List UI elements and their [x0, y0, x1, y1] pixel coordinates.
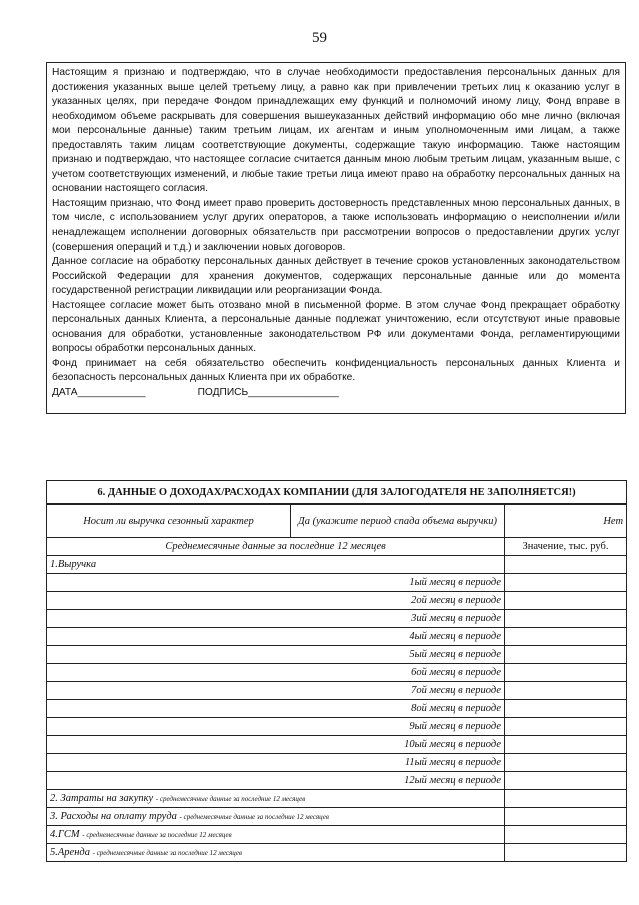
month-label: 5ый месяц в периоде — [47, 646, 505, 664]
month-value-cell[interactable] — [505, 718, 627, 736]
expense-value-cell[interactable] — [505, 808, 627, 826]
expense-note: - среднемесячные данные за последние 12 месяцев — [92, 849, 243, 857]
month-value-cell[interactable] — [505, 664, 627, 682]
month-label: 9ый месяц в периоде — [47, 718, 505, 736]
expense-label: 5.Аренда — [50, 847, 90, 858]
consent-paragraph: Настоящим я признаю и подтверждаю, что в случае необходимости предоставления персональных данных для достижения указанных выше целей третьему лицу, а равно как при привлечении третьих лиц к оказанию услуг в указанных целях, при передаче Фондом принадлежащих ему функций и полномочий иному лицу, Фонд вправе в необходимом объеме раскрывать для совершения вышеуказанных действий информацию обо мне лично (включая мои персональные данные) таким третьим лицам, их агентам и иным уполномоченным ими лицам, а также предоставлять таким лицам соответствующие документы, содержащие такую информацию. Также настоящим признаю и подтверждаю, что настоящее согласие считается данным мною любым третьим лицам, указанным выше, с учетом соответствующих изменений, и любые такие третьи лица имеют право на обработку персональных данных на основании настоящего согласия. — [52, 67, 620, 195]
month-label: 6ой месяц в периоде — [47, 664, 505, 682]
month-value-cell[interactable] — [505, 610, 627, 628]
expense-note: - среднемесячные данные за последние 12 месяцев — [82, 831, 232, 839]
seasonal-yes-option[interactable]: Да (укажите период спада объема выручки) — [291, 504, 505, 538]
month-label: 4ый месяц в периоде — [47, 628, 505, 646]
month-value-cell[interactable] — [505, 772, 627, 790]
expense-rent-label — [47, 844, 505, 862]
expense-note: - среднемесячные данные за последние 12 месяцев — [155, 795, 306, 803]
revenue-label: 1.Выручка — [47, 556, 505, 574]
avg-data-header: Среднемесячные данные за последние 12 месяцев — [47, 538, 505, 556]
income-expense-table — [46, 480, 627, 862]
signature-field[interactable]: ПОДПИСЬ________________ — [197, 387, 339, 399]
month-label: 11ый месяц в периоде — [47, 754, 505, 772]
month-value-cell[interactable] — [505, 628, 627, 646]
month-value-cell[interactable] — [505, 682, 627, 700]
month-label: 8ой месяц в периоде — [47, 700, 505, 718]
expense-label: 2. Затраты на закупку — [50, 793, 154, 804]
page-number: 59 — [312, 30, 327, 46]
month-value-cell[interactable] — [505, 736, 627, 754]
consent-paragraph: Фонд принимает на себя обязательство обеспечить конфиденциальность персональных данных Клиента и безопасность персональных данных Клиента при их обработке. — [52, 357, 620, 384]
consent-paragraph: Данное согласие на обработку персональных данных действует в течение сроков установленных законодательством Российской Федерации для хранения документов, содержащих персональные данные или до момента государственной регистрации ликвидации или реорганизации Фонда. — [52, 256, 620, 297]
expense-label: 4.ГСМ — [50, 829, 80, 840]
revenue-value-cell[interactable] — [505, 556, 627, 574]
value-header: Значение, тыс. руб. — [505, 538, 627, 556]
expense-value-cell[interactable] — [505, 826, 627, 844]
consent-paragraph: Настоящее согласие может быть отозвано мной в письменной форме. В этом случае Фонд прекращает обработку персональных данных Клиента, а персональные данные подлежат уничтожению, если отсутствуют иные правовые основания для обработки, установленные законодательством РФ или документами Фонда, регламентирующими вопросы обработки персональных данных. — [52, 299, 620, 355]
month-label: 7ой месяц в периоде — [47, 682, 505, 700]
month-label: 10ый месяц в периоде — [47, 736, 505, 754]
consent-block — [46, 62, 626, 414]
expense-purchases-label — [47, 790, 505, 808]
date-field[interactable]: ДАТА____________ — [52, 387, 146, 399]
month-value-cell[interactable] — [505, 574, 627, 592]
consent-paragraph: Настоящим признаю, что Фонд имеет право проверить достоверность представленных мною персональных данных, в том числе, с использованием услуг других операторов, а также использовать информацию о неисполнении и/или ненадлежащем исполнении договорных обязательств при рассмотрении вопросов о предоставлении других услуг (совершения операций и т.д.) и заключении новых договоров. — [52, 197, 620, 253]
consent-text — [52, 66, 620, 386]
expense-value-cell[interactable] — [505, 790, 627, 808]
month-value-cell[interactable] — [505, 700, 627, 718]
month-label: 2ой месяц в периоде — [47, 592, 505, 610]
month-label: 1ый месяц в периоде — [47, 574, 505, 592]
expense-fuel-label — [47, 826, 505, 844]
month-label: 3ий месяц в периоде — [47, 610, 505, 628]
seasonal-no-option[interactable]: Нет — [505, 504, 627, 538]
month-value-cell[interactable] — [505, 592, 627, 610]
seasonal-question: Носит ли выручка сезонный характер — [47, 504, 291, 538]
expense-note: - среднемесячные данные за последние 12 месяцев — [179, 813, 329, 821]
month-label: 12ый месяц в периоде — [47, 772, 505, 790]
expense-labor-label — [47, 808, 505, 826]
month-value-cell[interactable] — [505, 754, 627, 772]
month-value-cell[interactable] — [505, 646, 627, 664]
signature-line — [52, 386, 620, 400]
section-title: 6. ДАННЫЕ О ДОХОДАХ/РАСХОДАХ КОМПАНИИ (ДЛЯ ЗАЛОГОДАТЕЛЯ НЕ ЗАПОЛНЯЕТСЯ!) — [47, 481, 627, 505]
expense-value-cell[interactable] — [505, 844, 627, 862]
expense-label: 3. Расходы на оплату труда — [50, 811, 177, 822]
